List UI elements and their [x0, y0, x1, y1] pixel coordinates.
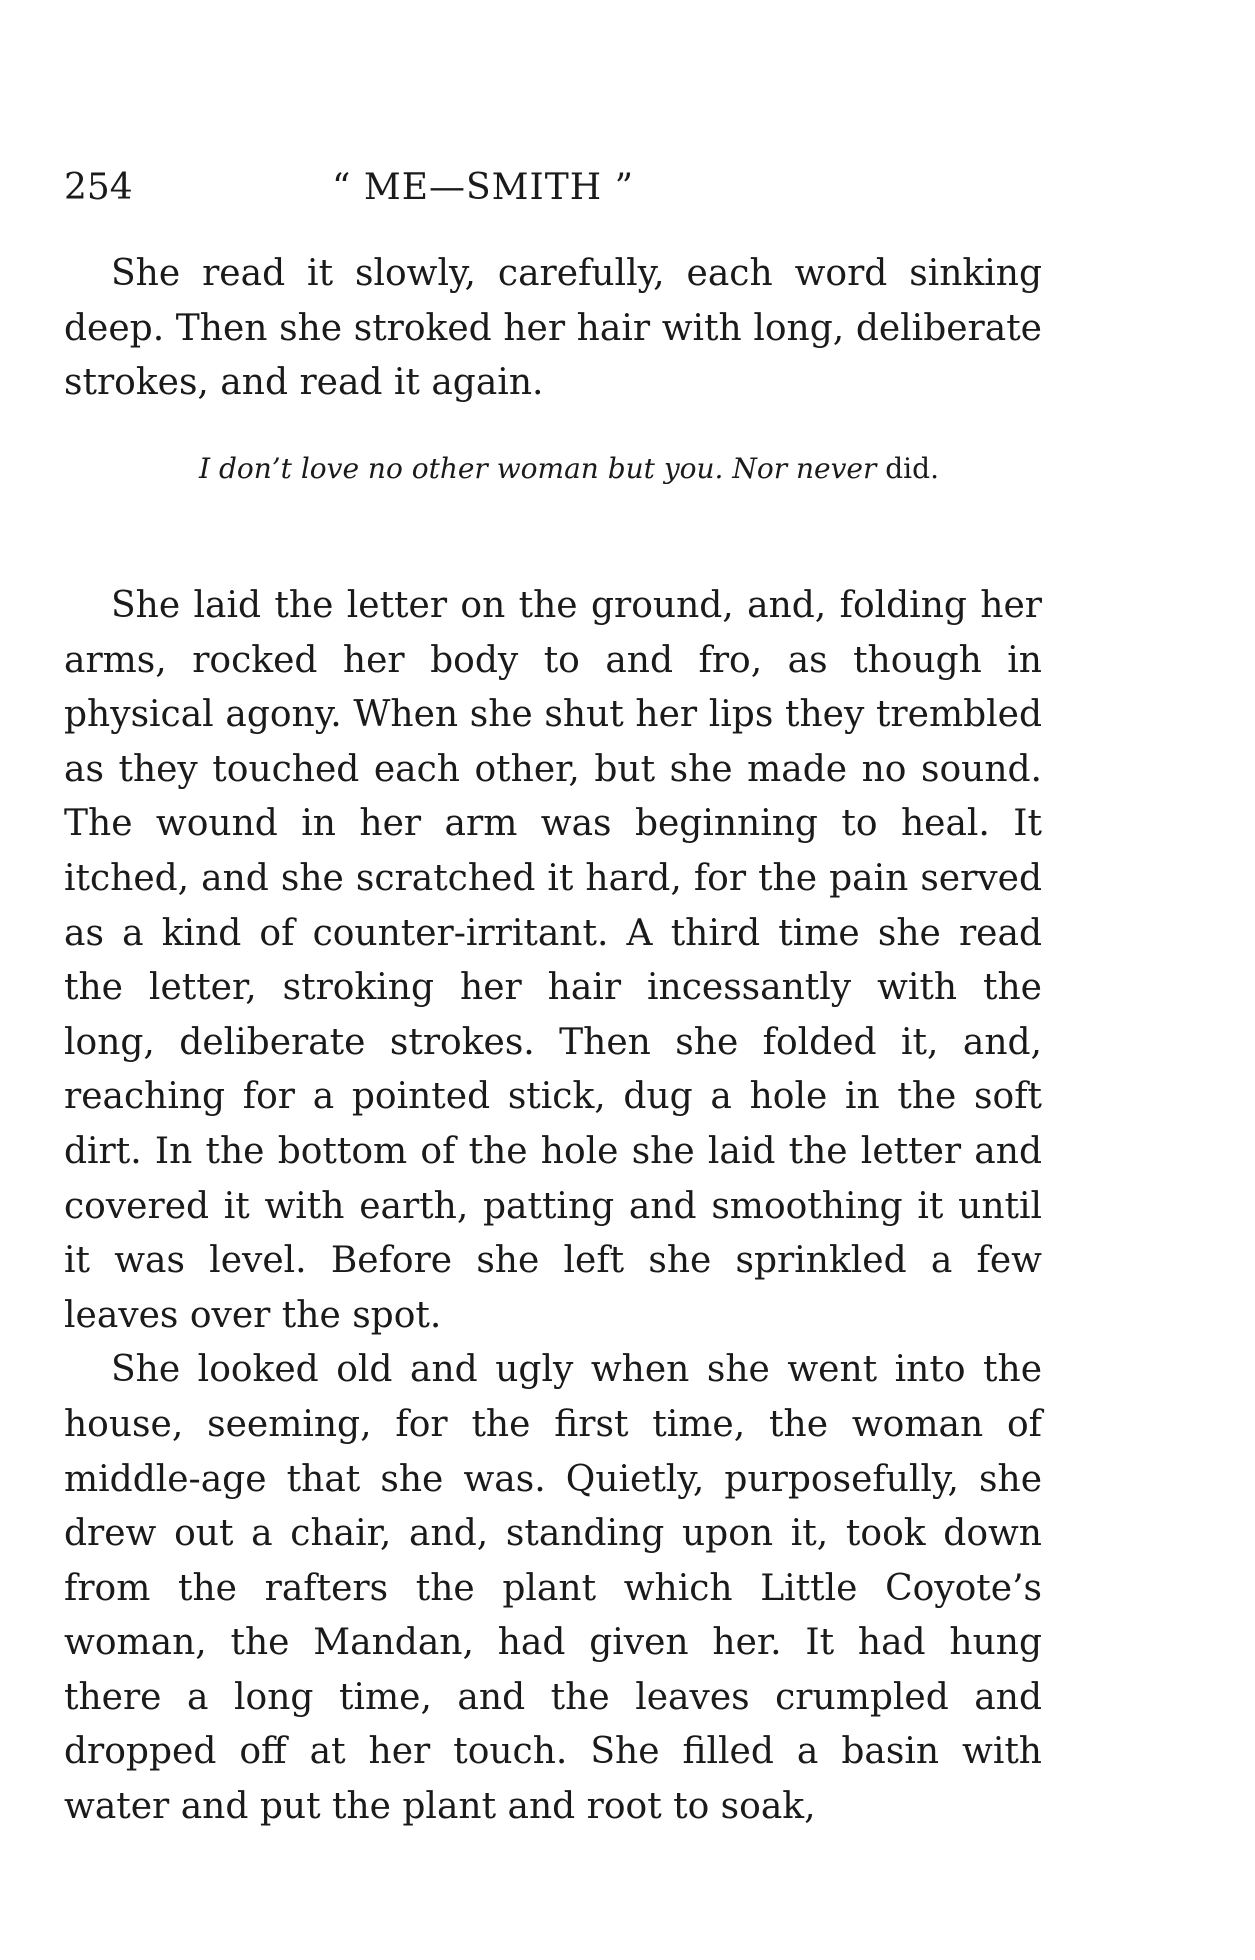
running-head [64, 158, 1044, 218]
running-title: “ ME—SMITH ” [332, 167, 634, 208]
body-text-top [64, 247, 1042, 411]
body-text-bottom [64, 579, 1042, 1835]
letter-quote-roman: did. [876, 452, 939, 485]
letter-quote [64, 449, 967, 489]
letter-quote-italic: I don’t love no other woman but you. Nor never [199, 452, 877, 485]
paragraph: She read it slowly, carefully, each word sinking deep. Then she stroked her hair with long, deliberate strokes, and read it again. [64, 253, 1042, 404]
page-number: 254 [64, 167, 133, 208]
paragraph: She looked old and ugly when she went into the house, seeming, for the first time, the woman of middle-age that she was. Quietly, purposefully, she drew out a chair, and, standing upon it, took down from the rafters the plant which Little Coyote’s woman, the Mandan, had given her. It had hung there a long time, and the leaves crumpled and dropped off at her touch. She filled a basin with water and put the plant and root to soak, [64, 1349, 1042, 1828]
paragraph: She laid the letter on the ground, and, folding her arms, rocked her body to and fro, as though in physical agony. When she shut her lips they trembled as they touched each other, but she made no sound. The wound in her arm was beginning to heal. It itched, and she scratched it hard, for the pain served as a kind of counter-irritant. A third time she read the letter, stroking her hair incessantly with the long, deliberate strokes. Then she folded it, and, reaching for a pointed stick, dug a hole in the soft dirt. In the bottom of the hole she laid the letter and covered it with earth, patting and smoothing it until it was level. Before she left she sprinkled a few leaves over the spot. [64, 585, 1042, 1336]
